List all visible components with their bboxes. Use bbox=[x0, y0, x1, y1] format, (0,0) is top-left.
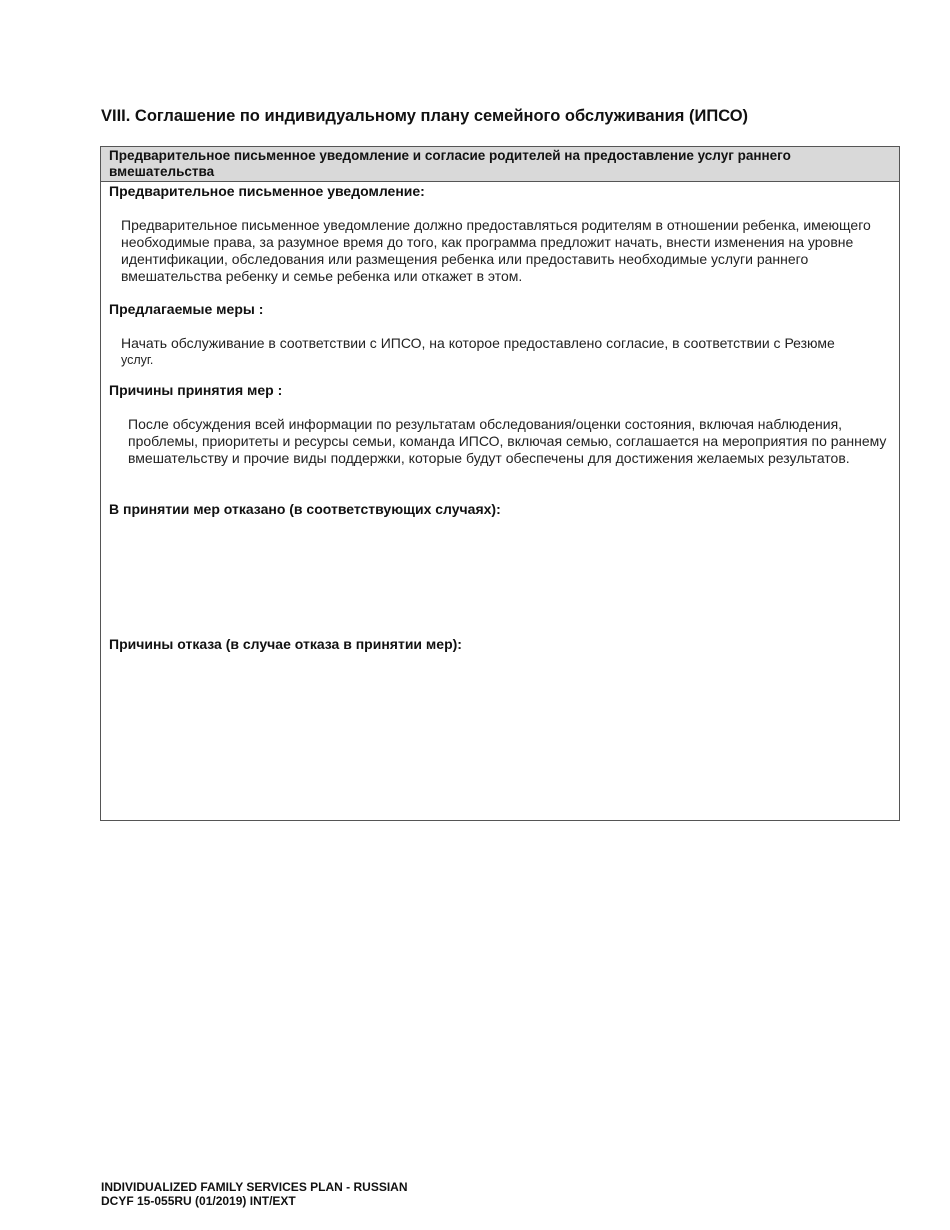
actions-refused-label: В принятии мер отказано (в соответствующих случаях): bbox=[109, 501, 501, 517]
ifsp-agreement-form bbox=[100, 146, 900, 821]
section-title: VIII. Соглашение по индивидуальному плану семейного обслуживания (ИПСО) bbox=[101, 107, 749, 125]
actions-refused-field[interactable] bbox=[109, 523, 891, 633]
reasons-text: После обсуждения всей информации по результатам обследования/оценки состояния, включая наблюдения, проблемы, приоритеты и ресурсы семьи, команда ИПСО, включая семью, соглашается на мероприятия по раннему вмешательству и прочие виды поддержки, которые будут обеспечены для достижения желаемых результатов. bbox=[128, 416, 887, 466]
prior-notice-label: Предварительное письменное уведомление: bbox=[109, 183, 425, 199]
refusal-reasons-label: Причины отказа (в случае отказа в принятии мер): bbox=[109, 636, 462, 652]
proposed-actions-text-continued: услуг. bbox=[121, 353, 154, 367]
footer-form-title: INDIVIDUALIZED FAMILY SERVICES PLAN - RUSSIAN bbox=[101, 1180, 408, 1194]
proposed-actions-text: Начать обслуживание в соответствии с ИПСО, на которое предоставлено согласие, в соответствии с Резюме bbox=[121, 335, 835, 351]
form-header: Предварительное письменное уведомление и согласие родителей на предоставление услуг раннего вмешательства bbox=[101, 147, 899, 182]
form-footer bbox=[101, 1180, 408, 1208]
footer-form-number: DCYF 15-055RU (01/2019) INT/EXT bbox=[101, 1194, 296, 1208]
prior-notice-text: Предварительное письменное уведомление должно предоставляться родителям в отношении ребенка, имеющего необходимые права, за разумное время до того, как программа предложит начать, внести изменения на уровне идентификации, обследования или размещения ребенка или предоставить необходимые услуги раннего вмешательства ребенку и семье ребенка или откажет в этом. bbox=[121, 217, 871, 284]
reasons-label: Причины принятия мер : bbox=[109, 382, 283, 398]
proposed-actions-label: Предлагаемые меры : bbox=[109, 301, 264, 317]
refusal-reasons-field[interactable] bbox=[109, 659, 891, 809]
